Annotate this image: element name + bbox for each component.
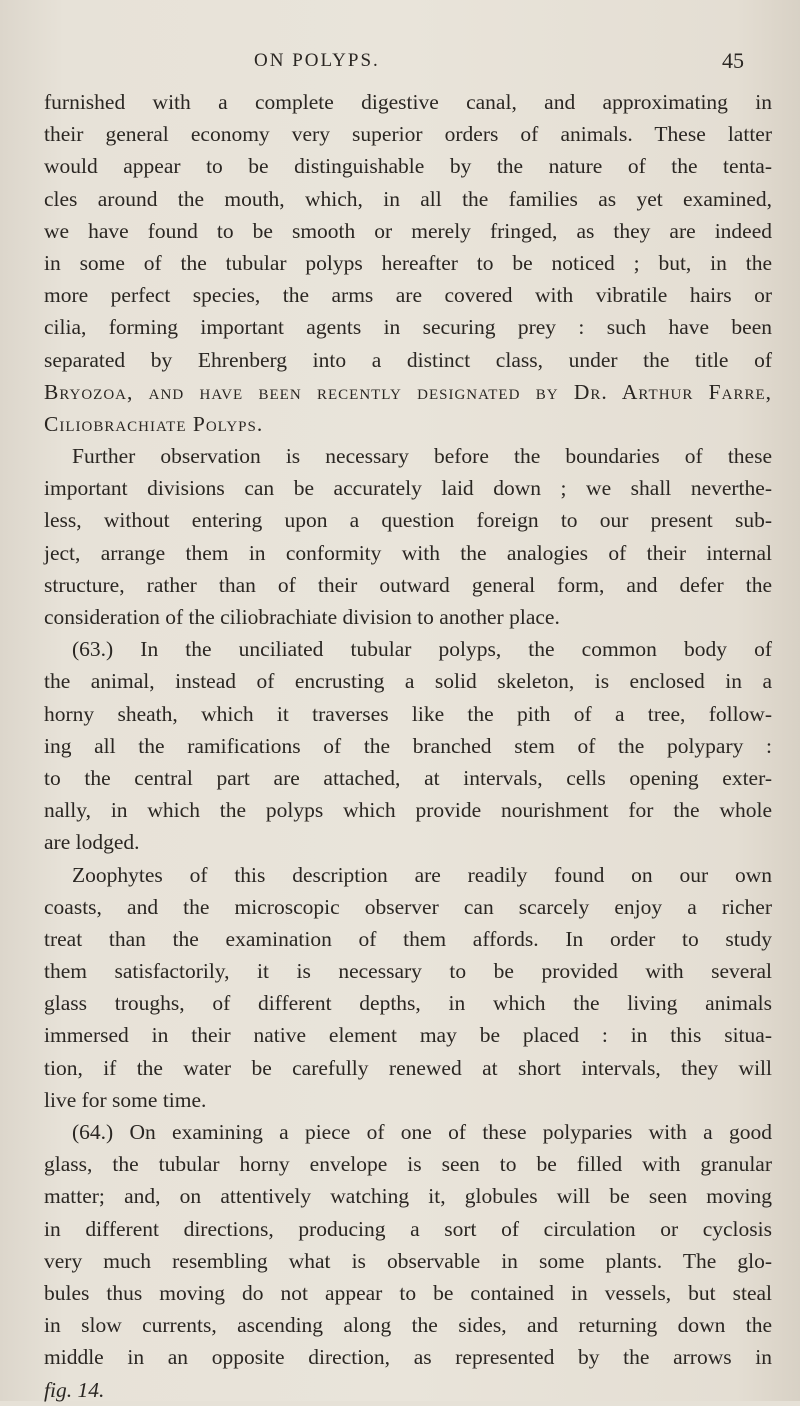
text-line: live for some time. bbox=[44, 1087, 207, 1112]
text-line: more perfect species, the arms are covered with vibratile hairs or bbox=[44, 283, 772, 308]
text-line: less, without entering upon a question foreign to our present sub- bbox=[44, 508, 772, 533]
text-line: Further observation is necessary before the boundaries of these bbox=[72, 444, 772, 469]
page-number: 45 bbox=[722, 48, 744, 73]
text-line: Bryozoa, and have been recently designated by Dr. Arthur Farre, bbox=[44, 379, 772, 404]
text-line: their general economy very superior orders of animals. These latter bbox=[44, 122, 772, 147]
text-line: are lodged. bbox=[44, 830, 140, 855]
text-line: cles around the mouth, which, in all the families as yet examined, bbox=[44, 186, 772, 211]
text-line: middle in an opposite direction, as represented by the arrows in bbox=[44, 1345, 772, 1370]
text-line: consideration of the ciliobrachiate division to another place. bbox=[44, 605, 560, 629]
text-line: cilia, forming important agents in securing prey : such have been bbox=[44, 315, 772, 340]
text-line: in some of the tubular polyps hereafter to be noticed ; but, in the bbox=[44, 250, 772, 275]
running-header bbox=[254, 50, 744, 80]
text-line: separated by Ehrenberg into a distinct class, under the title of bbox=[44, 347, 772, 372]
text-line: matter; and, on attentively watching it, globules will be seen moving bbox=[44, 1184, 772, 1209]
text-line: nally, in which the polyps which provide nourishment for the whole bbox=[44, 798, 772, 823]
text-line: structure, rather than of their outward general form, and defer the bbox=[44, 572, 772, 597]
text-line: (63.) In the unciliated tubular polyps, the common body of bbox=[72, 637, 772, 662]
text-line: furnished with a complete digestive canal, and approximating in bbox=[44, 90, 772, 114]
text-line: we have found to be smooth or merely fringed, as they are indeed bbox=[44, 218, 772, 243]
text-line: very much resembling what is observable in some plants. The glo- bbox=[44, 1248, 772, 1273]
text-line: ject, arrange them in conformity with the analogies of their internal bbox=[44, 540, 772, 565]
text-line: coasts, and the microscopic observer can scarcely enjoy a richer bbox=[44, 894, 772, 919]
text-line: bules thus moving do not appear to be contained in vessels, but steal bbox=[44, 1280, 772, 1305]
text-line: in different directions, producing a sort of circulation or cyclosis bbox=[44, 1216, 772, 1241]
text-line: horny sheath, which it traverses like the pith of a tree, follow- bbox=[44, 701, 772, 726]
text-line: (64.) On examining a piece of one of these polyparies with a good bbox=[72, 1120, 772, 1144]
text-line: them satisfactorily, it is necessary to be provided with several bbox=[44, 959, 772, 984]
text-line: to the central part are attached, at intervals, cells opening exter- bbox=[44, 765, 772, 790]
text-line: ing all the ramifications of the branched stem of the polypary : bbox=[44, 733, 772, 758]
text-line: treat than the examination of them affords. In order to study bbox=[44, 926, 772, 951]
text-line: Ciliobrachiate Polyps. bbox=[44, 411, 264, 436]
text-line: Zoophytes of this description are readily found on our own bbox=[72, 862, 772, 887]
body-text bbox=[44, 86, 772, 1406]
text-line: glass, the tubular horny envelope is seen to be filled with granular bbox=[44, 1152, 772, 1177]
running-title: ON POLYPS. bbox=[254, 50, 380, 71]
text-line: fig. 14. bbox=[44, 1377, 105, 1402]
text-line: glass troughs, of different depths, in which the living animals bbox=[44, 991, 772, 1016]
text-line: in slow currents, ascending along the sides, and returning down the bbox=[44, 1313, 772, 1338]
text-line: important divisions can be accurately laid down ; we shall neverthe- bbox=[44, 476, 772, 501]
text-line: tion, if the water be carefully renewed at short intervals, they will bbox=[44, 1055, 772, 1080]
text-line: immersed in their native element may be placed : in this situa- bbox=[44, 1023, 772, 1048]
text-line: would appear to be distinguishable by the nature of the tenta- bbox=[44, 154, 772, 179]
text-line: the animal, instead of encrusting a solid skeleton, is enclosed in a bbox=[44, 669, 772, 694]
